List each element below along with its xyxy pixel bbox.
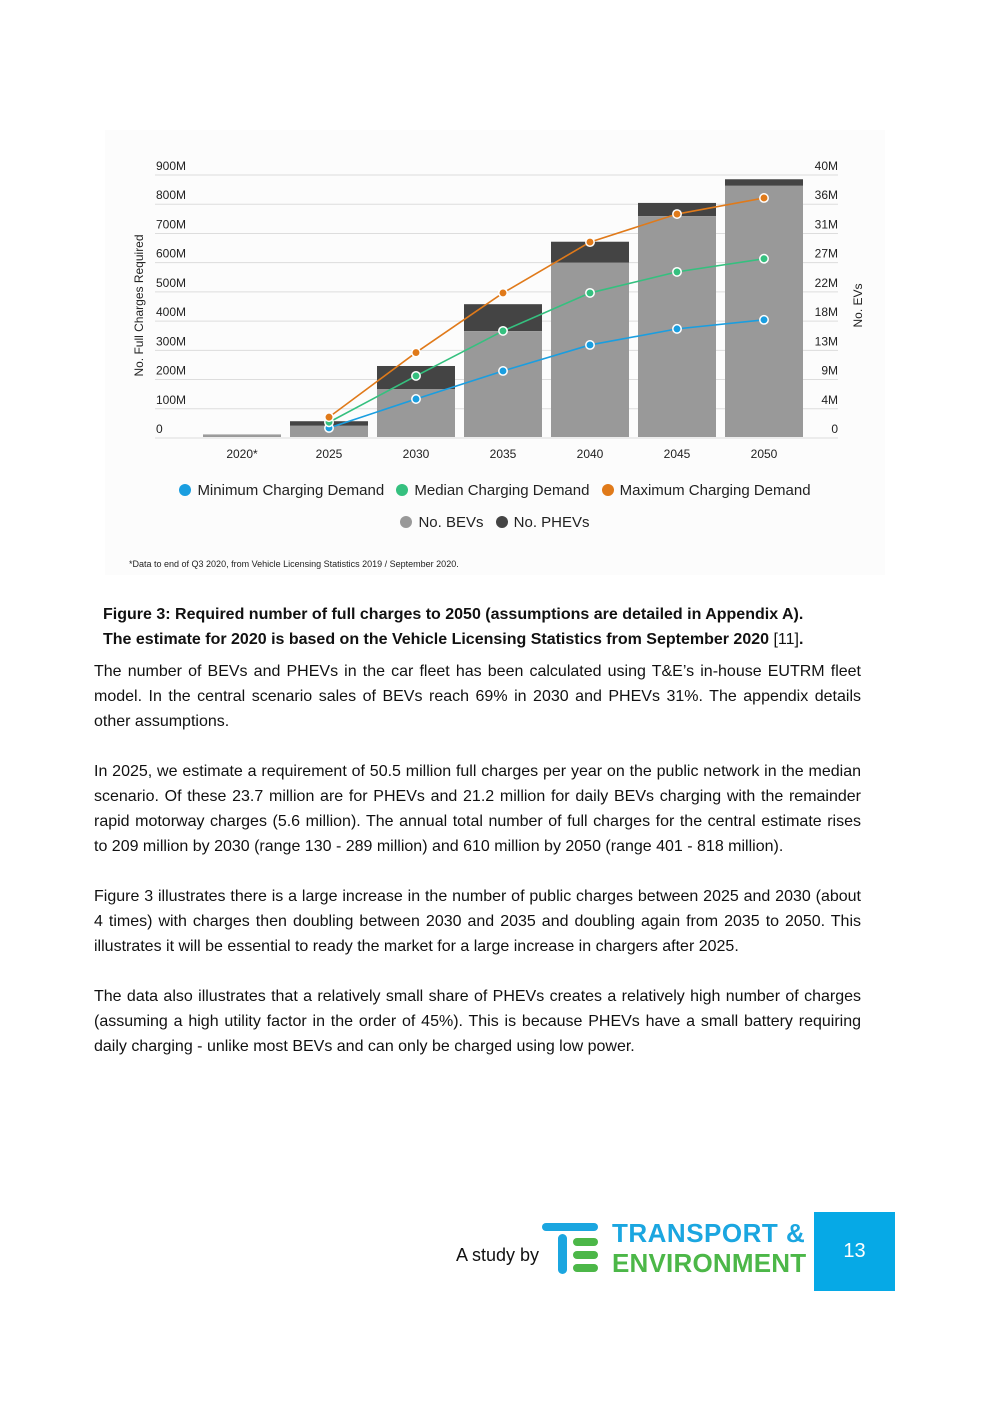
right-axis-label: No. EVs — [851, 283, 865, 328]
caption-reference[interactable]: [11] — [773, 631, 799, 648]
paragraph: The data also illustrates that a relatively small share of PHEVs creates a relatively high number of charges (assuming a high utility factor in the order of 45%). This is because PHEVs have a small battery requiring daily charging - unlike most BEVs and can only be charged using low power. — [94, 988, 861, 1055]
legend-dot — [496, 516, 508, 528]
left-tick-label: 800M — [156, 188, 187, 203]
data-point — [325, 413, 333, 421]
right-tick-label: 31M — [814, 217, 838, 232]
data-point — [586, 238, 594, 246]
page-number: 13 — [814, 1212, 895, 1291]
left-tick-label: 200M — [156, 363, 187, 378]
logo-text-transport: TRANSPORT & — [612, 1218, 806, 1248]
chart-panel — [105, 130, 885, 575]
data-point — [673, 268, 681, 276]
te-logo-mark-icon — [540, 1220, 610, 1280]
left-tick-label: 700M — [156, 217, 187, 232]
right-tick-label: 36M — [814, 188, 838, 203]
study-by-label: A study by — [456, 1245, 540, 1265]
legend-demand — [105, 482, 885, 499]
data-point — [412, 348, 420, 356]
legend-median — [396, 482, 589, 499]
legend-label: No. BEVs — [418, 514, 484, 531]
paragraph: Figure 3 illustrates there is a large increase in the number of public charges between 2025 and 2030 (about 4 times) with charges then doubling between 2030 and 2035 and doubling again from 2035 to 2050. This illustrates it will be essential to ready the market for a large increase in chargers after 2025. — [94, 888, 861, 955]
figure-caption — [103, 602, 863, 652]
right-tick-label: 18M — [814, 305, 838, 320]
x-tick-label: 2030 — [402, 447, 430, 461]
left-tick-label: 300M — [156, 334, 187, 349]
data-point — [412, 372, 420, 380]
x-tick-label: 2025 — [315, 447, 343, 461]
legend-phevs — [496, 514, 590, 531]
right-tick-label: 0 — [831, 422, 838, 436]
data-point — [673, 210, 681, 218]
bar-bevs — [725, 186, 803, 437]
data-point — [760, 316, 768, 324]
x-tick-label: 2050 — [750, 447, 778, 461]
legend-max — [602, 482, 811, 499]
legend-bevs — [400, 514, 483, 531]
left-tick-label: 600M — [156, 246, 187, 261]
legend-label: Maximum Charging Demand — [619, 482, 811, 499]
data-point — [760, 255, 768, 263]
legend-dot — [396, 484, 408, 496]
data-point — [673, 325, 681, 333]
legend-label: No. PHEVs — [513, 514, 590, 531]
x-tick-label: 2020* — [226, 447, 258, 461]
legend-min — [179, 482, 384, 499]
left-tick-label: 500M — [156, 275, 187, 290]
data-point — [499, 327, 507, 335]
legend-dot — [602, 484, 614, 496]
data-point — [586, 341, 594, 349]
legend-dot — [400, 516, 412, 528]
x-tick-label: 2040 — [576, 447, 604, 461]
legend-label: Minimum Charging Demand — [197, 482, 385, 499]
right-tick-label: 27M — [814, 246, 838, 261]
right-tick-label: 22M — [814, 275, 838, 290]
left-axis-label: No. Full Charges Required — [132, 234, 146, 377]
bar-bevs — [464, 331, 542, 437]
data-point — [499, 367, 507, 375]
right-tick-label: 40M — [814, 159, 838, 173]
legend-vehicles — [105, 514, 885, 531]
x-tick-label: 2045 — [663, 447, 691, 461]
legend-label: Median Charging Demand — [414, 482, 590, 499]
data-point — [412, 395, 420, 403]
legend-dot — [179, 484, 191, 496]
chart-footnote: *Data to end of Q3 2020, from Vehicle Licensing Statistics 2019 / September 2020. — [129, 559, 459, 569]
x-tick-label: 2035 — [489, 447, 517, 461]
bar-bevs — [203, 435, 281, 437]
data-point — [760, 194, 768, 202]
right-tick-label: 13M — [814, 334, 838, 349]
paragraph: The number of BEVs and PHEVs in the car fleet has been calculated using T&E’s in-house EUTRM fleet model. In the central scenario sales of BEVs reach 69% in 2030 and PHEVs 31%. The appendix details other assumptions. — [94, 663, 861, 730]
left-tick-label: 100M — [156, 392, 187, 407]
bar-phevs — [725, 179, 803, 186]
left-tick-label: 400M — [156, 305, 187, 320]
te-logo — [540, 1220, 810, 1280]
logo-text-environment: ENVIRONMENT — [612, 1248, 807, 1278]
paragraph: In 2025, we estimate a requirement of 50.5 million full charges per year on the public network in the median scenario. Of these 23.7 million are for PHEVs and 21.2 million for daily BEVs charging with the remainder rapid motorway charges (5.6 million). The annual total number of full charges for the central estimate rises to 209 million by 2030 (range 130 - 289 million) and 610 million by 2050 (range 401 - 818 million). — [94, 763, 861, 855]
caption-line-2: The estimate for 2020 is based on the Vehicle Licensing Statistics from September 2020 — [103, 631, 770, 648]
left-tick-label: 0 — [156, 422, 163, 436]
caption-line-1: Figure 3: Required number of full charges to 2050 (assumptions are detailed in Appendix A). — [103, 606, 804, 623]
data-point — [586, 289, 594, 297]
right-tick-label: 9M — [821, 363, 838, 378]
caption-end: . — [798, 631, 804, 648]
left-tick-label: 900M — [156, 159, 187, 173]
chart — [105, 130, 885, 500]
data-point — [499, 289, 507, 297]
body-text — [94, 659, 861, 1084]
right-tick-label: 4M — [821, 392, 838, 407]
